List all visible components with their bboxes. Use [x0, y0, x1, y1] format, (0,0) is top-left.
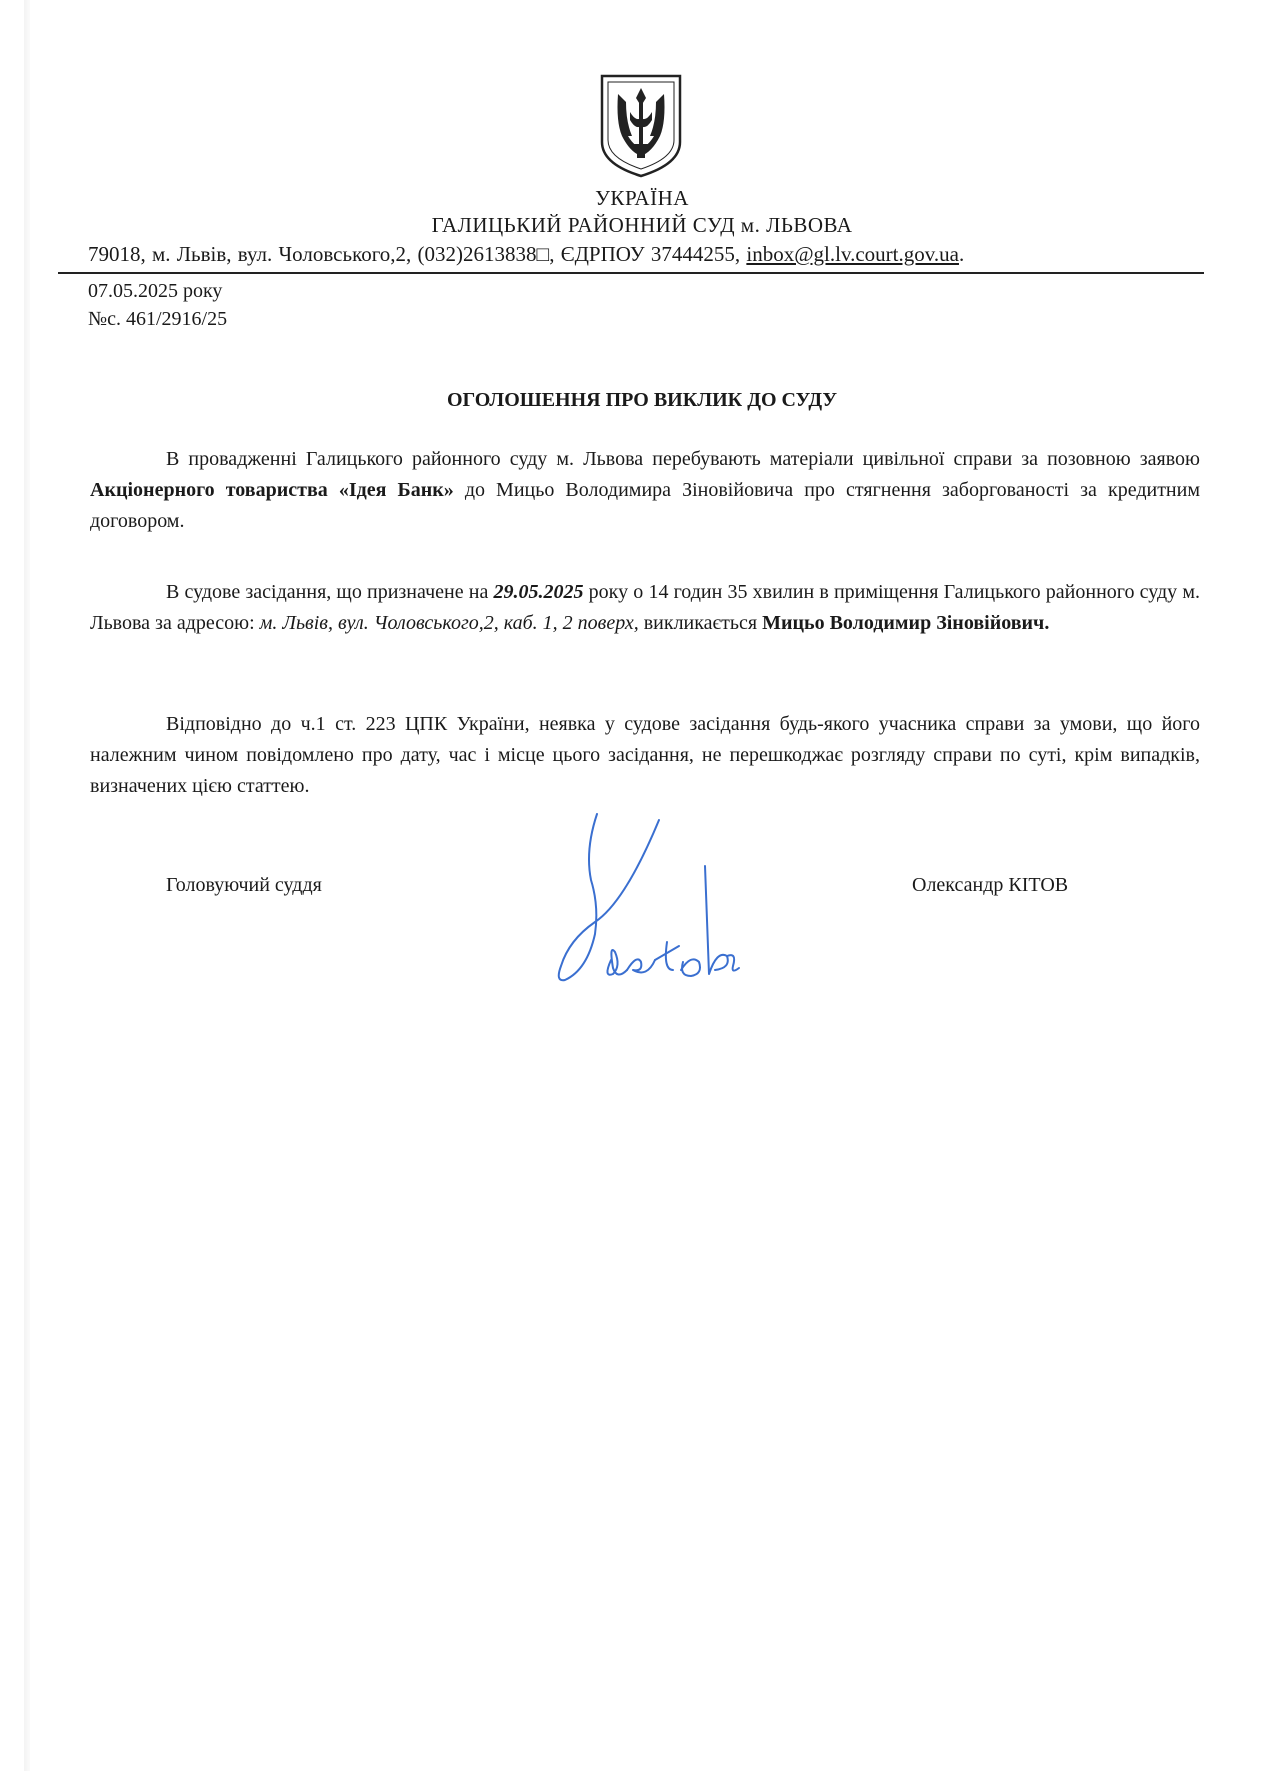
- plaintiff-name: Акціонерного товариства «Ідея Банк»: [90, 479, 454, 501]
- paragraph-hearing: [90, 577, 1200, 639]
- phone-glyph: □: [536, 242, 550, 266]
- judge-signature: [555, 810, 805, 1010]
- court-email-link[interactable]: inbox@gl.lv.court.gov.ua: [746, 242, 959, 266]
- document-date: 07.05.2025 року: [88, 280, 223, 302]
- paragraph2-part1: В судове засідання, що призначене на: [166, 581, 494, 603]
- court-name: ГАЛИЦЬКИЙ РАЙОННИЙ СУД м. ЛЬВОВА: [431, 213, 853, 237]
- court-address-line: [88, 242, 1198, 267]
- court-address: 79018, м. Львів, вул. Чоловського,2, (032)2613838: [88, 242, 537, 266]
- document-title: ОГОЛОШЕННЯ ПРО ВИКЛИК ДО СУДУ: [446, 389, 838, 411]
- defendant-name: Мицьо Володимир Зіновійович.: [762, 612, 1050, 634]
- country-name: УКРАЇНА: [595, 186, 689, 210]
- header-divider: [58, 272, 1204, 274]
- court-edrpou: , ЄДРПОУ 37444255,: [549, 242, 747, 266]
- ukraine-coat-of-arms-icon: [596, 72, 686, 180]
- address-end: .: [958, 242, 965, 266]
- paragraph2-part3: викликається: [638, 612, 763, 634]
- hearing-address: м. Львів, вул. Чоловського,2, каб. 1, 2 поверх,: [259, 612, 639, 634]
- paragraph-proceedings: [90, 444, 1200, 537]
- hearing-date: 29.05.2025: [493, 581, 584, 603]
- paragraph2-part2: року о 14 годин 35 хвилин в приміщення Галицького районного суду м. Львова за адресою:: [90, 581, 1201, 634]
- case-number: №с. 461/2916/25: [88, 308, 228, 330]
- paragraph1-part2: до Мицьо Володимира Зіновійовича про стягнення заборгованості за кредитним договором.: [90, 479, 1200, 532]
- judge-name: Олександр КІТОВ: [912, 874, 1069, 896]
- paragraph1-part1: В провадженні Галицького районного суду м. Львова перебувають матеріали цивільної справи за позовною заявою: [166, 448, 1200, 470]
- page-edge-shadow: [24, 0, 30, 1771]
- paragraph-legal-notice: Відповідно до ч.1 ст. 223 ЦПК України, неявка у судове засідання будь-якого учасника справи за умови, що його належним чином повідомлено про дату, час і місце цього засідання, не перешкоджає розгляду справи по суті, крім випадків, визначених цією статтею.: [90, 713, 1200, 797]
- judge-title: Головуючий суддя: [166, 874, 322, 896]
